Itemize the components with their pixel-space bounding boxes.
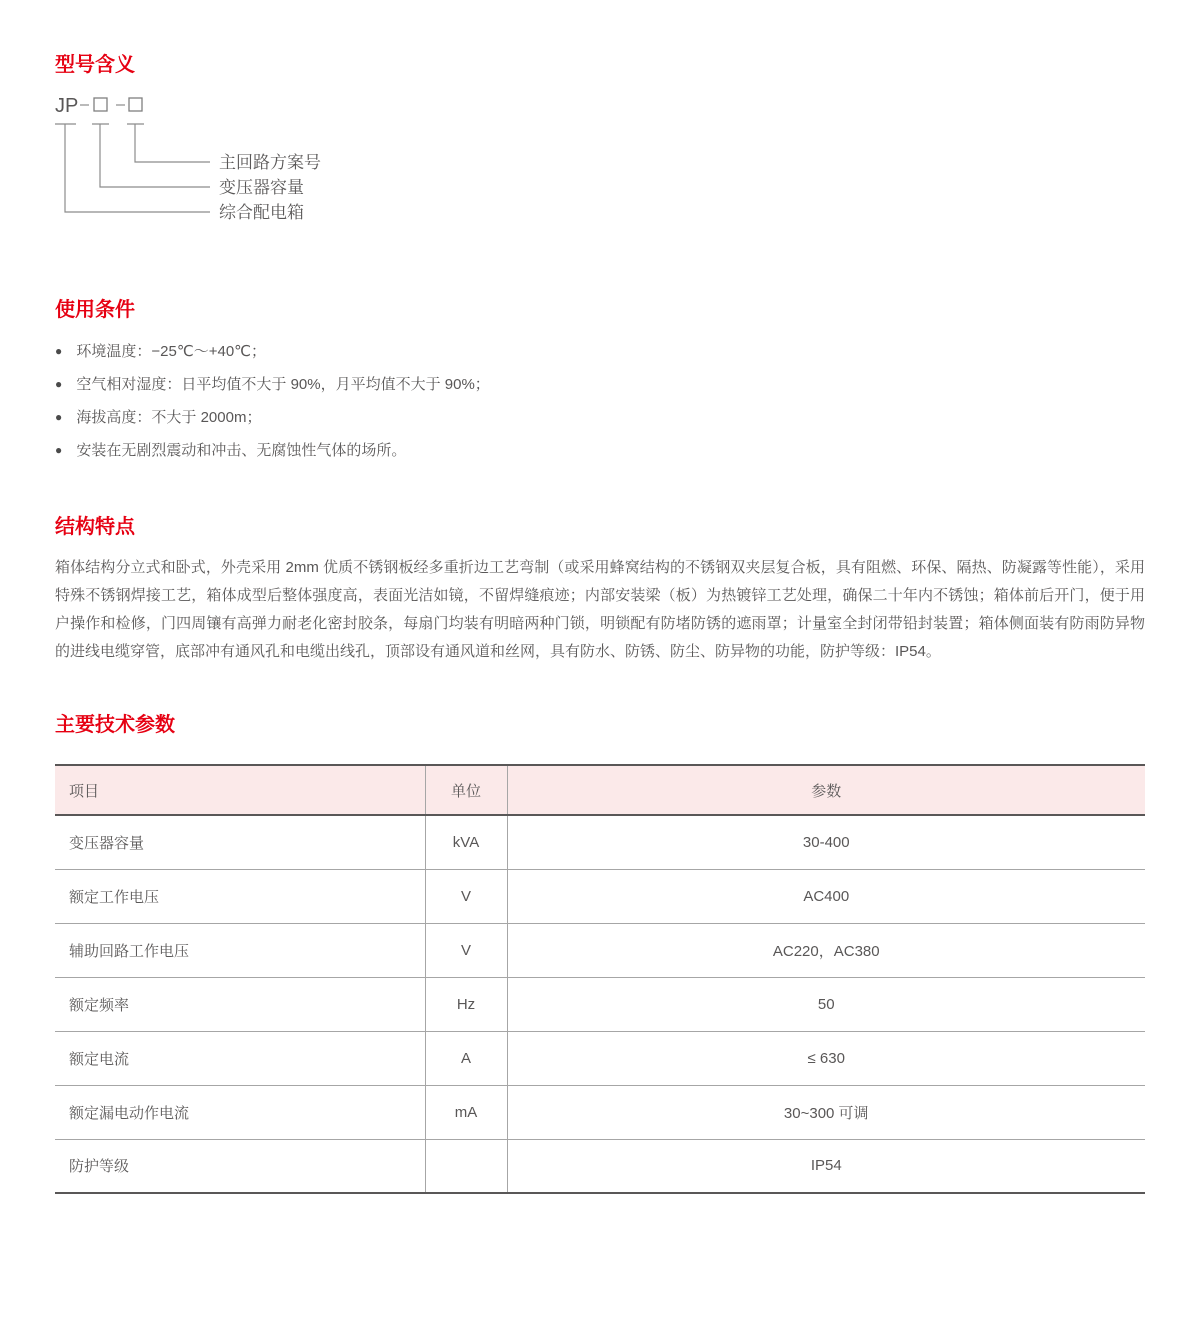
condition-text: 安装在无剧烈震动和冲击、无腐蚀性气体的场所。 — [76, 442, 407, 459]
param-value: AC220，AC380 — [772, 942, 880, 960]
condition-text: 海拔高度：不大于 2000m； — [76, 409, 262, 426]
param-item: 防护等级 — [55, 1139, 425, 1193]
section-title-model: 型号含义 — [55, 54, 135, 76]
condition-item — [55, 335, 1145, 368]
condition-text: 环境温度：−25℃～+40℃； — [76, 343, 267, 360]
table-row — [55, 869, 1145, 923]
param-unit — [425, 1139, 507, 1193]
param-value: 30-400 — [802, 833, 850, 851]
table-row — [55, 1031, 1145, 1085]
condition-item — [55, 434, 1145, 467]
bullet-icon: ● — [55, 344, 63, 358]
param-unit: kVA — [425, 815, 507, 869]
section-title-params: 主要技术参数 — [55, 714, 175, 736]
section-title-conditions: 使用条件 — [55, 299, 135, 321]
param-unit: mA — [425, 1085, 507, 1139]
condition-text: 空气相对湿度：日平均值不大于 90%，月平均值不大于 90%； — [76, 376, 490, 393]
table-row — [55, 1139, 1145, 1193]
structure-features-section — [55, 514, 1145, 666]
condition-item — [55, 401, 1145, 434]
param-item: 额定频率 — [55, 977, 425, 1031]
param-unit: A — [425, 1031, 507, 1085]
box-placeholder-icon — [129, 98, 142, 111]
model-prefix-text: JP — [55, 95, 79, 117]
bullet-icon: ● — [55, 410, 63, 424]
param-unit: Hz — [425, 977, 507, 1031]
table-header-row — [55, 765, 1145, 815]
tech-params-section — [55, 712, 1145, 1194]
box-placeholder-icon — [94, 98, 107, 111]
header-unit: 单位 — [425, 765, 507, 815]
tech-params-table — [55, 764, 1145, 1194]
page-content — [0, 52, 1200, 1194]
table-row — [55, 1085, 1145, 1139]
param-value: ≤ 630 — [807, 1049, 845, 1067]
param-unit: V — [425, 923, 507, 977]
bullet-icon: ● — [55, 377, 63, 391]
param-item: 辅助回路工作电压 — [55, 923, 425, 977]
model-label-capacity: 变压器容量 — [219, 178, 304, 197]
param-value: 30~300 可调 — [783, 1104, 869, 1122]
header-value: 参数 — [811, 782, 842, 800]
param-item: 额定漏电动作电流 — [55, 1085, 425, 1139]
model-label-box: 综合配电箱 — [219, 203, 304, 222]
param-unit: V — [425, 869, 507, 923]
model-code-diagram — [55, 94, 575, 236]
condition-item — [55, 368, 1145, 401]
table-row — [55, 977, 1145, 1031]
connector-line-scheme — [135, 124, 210, 162]
param-value: AC400 — [803, 887, 850, 905]
section-title-structure: 结构特点 — [55, 516, 135, 538]
header-item: 项目 — [55, 765, 425, 815]
connector-line-capacity — [100, 124, 210, 187]
structure-paragraph: 箱体结构分立式和卧式，外壳采用 2mm 优质不锈钢板经多重折边工艺弯制（或采用蜂窝结构的不锈钢双夹层复合板，具有阻燃、环保、隔热、防凝露等性能），采用特殊不锈钢焊接工艺，箱体成型后整体强度高，表面光洁如镜，不留焊缝痕迹；内部安装梁（板）为热镀锌工艺处理，确保二十年内不锈蚀；箱体前后开门，便于用户操作和检修，门四周镶有高弹力耐老化密封胶条，每扇门均装有明暗两种门锁，明锁配有防堵防锈的遮雨罩；计量室全封闭带铅封装置；箱体侧面装有防雨防异物的进线电缆穿管，底部冲有通风孔和电缆出线孔，顶部设有通风道和丝网，具有防水、防锈、防尘、防异物的功能，防护等级：IP54。 — [55, 559, 1145, 660]
conditions-list — [55, 335, 1145, 467]
param-item: 额定工作电压 — [55, 869, 425, 923]
param-item: 变压器容量 — [55, 815, 425, 869]
connector-line-box — [65, 124, 210, 212]
usage-conditions-section — [55, 297, 1145, 467]
bullet-icon: ● — [55, 443, 63, 457]
model-label-scheme: 主回路方案号 — [219, 153, 321, 172]
param-item: 额定电流 — [55, 1031, 425, 1085]
param-value: 50 — [817, 995, 835, 1013]
table-row — [55, 923, 1145, 977]
table-row — [55, 815, 1145, 869]
model-meaning-section — [55, 52, 1145, 236]
catalog-page — [0, 52, 1200, 1329]
param-value: IP54 — [810, 1157, 842, 1175]
